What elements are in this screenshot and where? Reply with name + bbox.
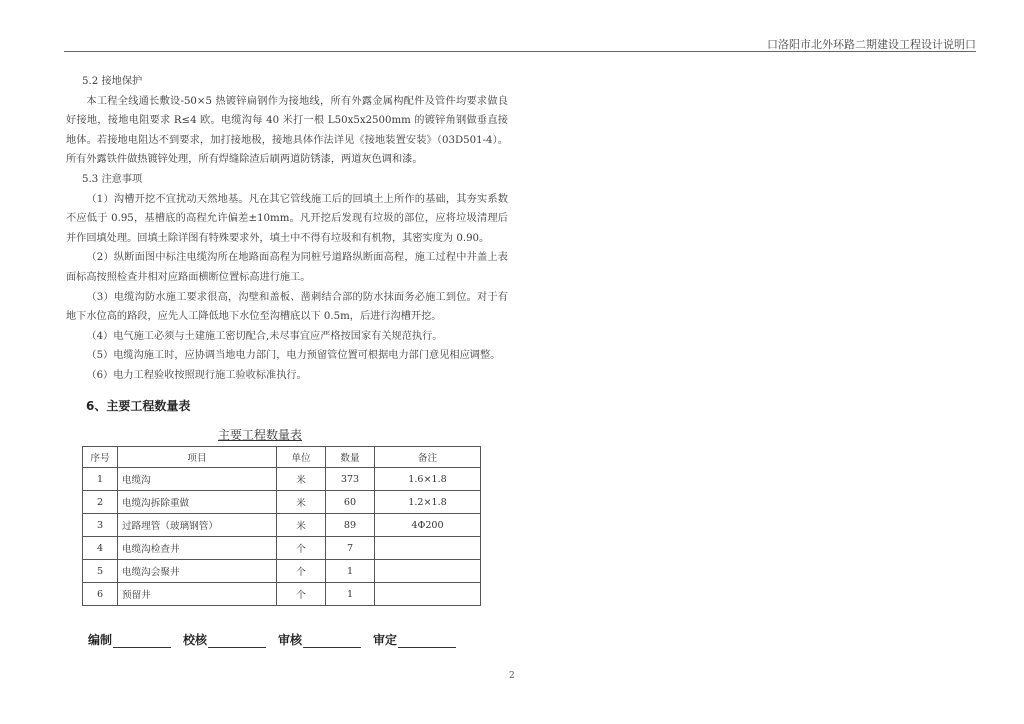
header-no: 序号 (83, 447, 118, 468)
cell-quantity: 373 (326, 468, 375, 491)
cell-no: 5 (83, 560, 118, 583)
cell-quantity: 1 (326, 560, 375, 583)
document-header-title: 口洛阳市北外环路二期建设工程设计说明口 (767, 38, 976, 51)
section-5-2-title: 5.2 接地保护 (82, 76, 143, 87)
note-5: （5）电缆沟施工时，应协调当地电力部门，电力预留管位置可根据电力部门意见相应调整。 (86, 350, 501, 362)
note-1: （1）沟槽开挖不宜扰动天然地基。凡在其它管线施工后的回填土上所作的基础，其夯实系数不应低于 0.95，基槽底的高程允许偏差±10mm。凡开挖后发现有垃圾的部位，应将垃圾清理后并作回填处理。回填土除详图有特殊要求外，填土中不得有垃圾和有机物，其密实度为 0.90。 (66, 193, 508, 244)
cell-remark (375, 537, 481, 560)
signoff-check-label: 校核 (183, 633, 208, 647)
cell-item: 电缆沟会聚井 (118, 560, 277, 583)
signoff-check (183, 631, 266, 648)
table-row (83, 491, 481, 514)
table-row (83, 537, 481, 560)
signoff-review-label: 审核 (278, 633, 303, 647)
cell-remark: 1.2×1.8 (375, 491, 481, 514)
table-row (83, 468, 481, 491)
header-item: 项目 (118, 447, 277, 468)
note-4: （4）电气施工必须与土建施工密切配合,未尽事宜应严格按国家有关规范执行。 (86, 330, 443, 342)
note-6: （6）电力工程验收按照现行施工验收标准执行。 (86, 369, 307, 381)
cell-unit: 米 (277, 468, 326, 491)
page-number: 2 (509, 671, 515, 681)
cell-item: 电缆沟检查井 (118, 537, 277, 560)
cell-no: 2 (83, 491, 118, 514)
section-6-title: 6、主要工程数量表 (86, 399, 191, 413)
quantity-table (82, 446, 481, 606)
cell-no: 3 (83, 514, 118, 537)
table-header-row (83, 447, 481, 468)
cell-unit: 米 (277, 514, 326, 537)
cell-unit: 个 (277, 583, 326, 606)
cell-item: 电缆沟拆除重做 (118, 491, 277, 514)
section-5-3-title: 5.3 注意事项 (82, 173, 143, 185)
section-5-2-paragraph: 本工程全线通长敷设-50×5 热镀锌扁钢作为接地线，所有外露金属构配件及管件均要求做良好接地，接地电阻要求 R≤4 欧。电缆沟每 40 米打一根 L50x5x2500mm 的镀锌角钢做垂直接地体。若接地电阻达不到要求，加打接地极，接地具体作法详见《接地装置安装》（03D501-4）。所有外露铁件做热镀锌处理，所有焊缝除渣后刷两道防锈漆，两道灰色调和漆。 (66, 95, 508, 166)
header-remark: 备注 (375, 447, 481, 468)
signoff-check-line (208, 634, 266, 648)
cell-item: 电缆沟 (118, 468, 277, 491)
header-quantity: 数量 (326, 447, 375, 468)
cell-unit: 个 (277, 560, 326, 583)
signoff-approve-line (398, 634, 456, 648)
header-unit: 单位 (277, 447, 326, 468)
cell-item: 预留井 (118, 583, 277, 606)
table-row (83, 560, 481, 583)
cell-quantity: 1 (326, 583, 375, 606)
signoff-row (88, 631, 456, 648)
header-divider (64, 51, 976, 52)
cell-no: 1 (83, 468, 118, 491)
signoff-compile (88, 631, 171, 648)
cell-unit: 米 (277, 491, 326, 514)
table-title: 主要工程数量表 (218, 428, 303, 442)
cell-no: 4 (83, 537, 118, 560)
body-text (66, 72, 508, 386)
table-row (83, 583, 481, 606)
cell-remark (375, 583, 481, 606)
signoff-compile-line (113, 634, 171, 648)
cell-no: 6 (83, 583, 118, 606)
cell-remark: 1.6×1.8 (375, 468, 481, 491)
signoff-review-line (303, 634, 361, 648)
table-row (83, 514, 481, 537)
signoff-compile-label: 编制 (88, 633, 113, 647)
signoff-approve (373, 631, 456, 648)
cell-quantity: 89 (326, 514, 375, 537)
cell-quantity: 7 (326, 537, 375, 560)
cell-remark (375, 560, 481, 583)
cell-remark: 4Φ200 (375, 514, 481, 537)
signoff-review (278, 631, 361, 648)
cell-item: 过路埋管（玻璃钢管） (118, 514, 277, 537)
cell-unit: 个 (277, 537, 326, 560)
note-3: （3）电缆沟防水施工要求很高，沟壁和盖板、凿刺结合部的防水抹面务必施工到位。对于有地下水位高的路段，应先人工降低地下水位至沟槽底以下 0.5m，后进行沟槽开挖。 (66, 291, 508, 323)
cell-quantity: 60 (326, 491, 375, 514)
note-2: （2）纵断面图中标注电缆沟所在地路面高程为同桩号道路纵断面高程，施工过程中井盖上表面标高按照检查井相对应路面横断位置标高进行施工。 (66, 252, 508, 283)
signoff-approve-label: 审定 (373, 633, 398, 647)
